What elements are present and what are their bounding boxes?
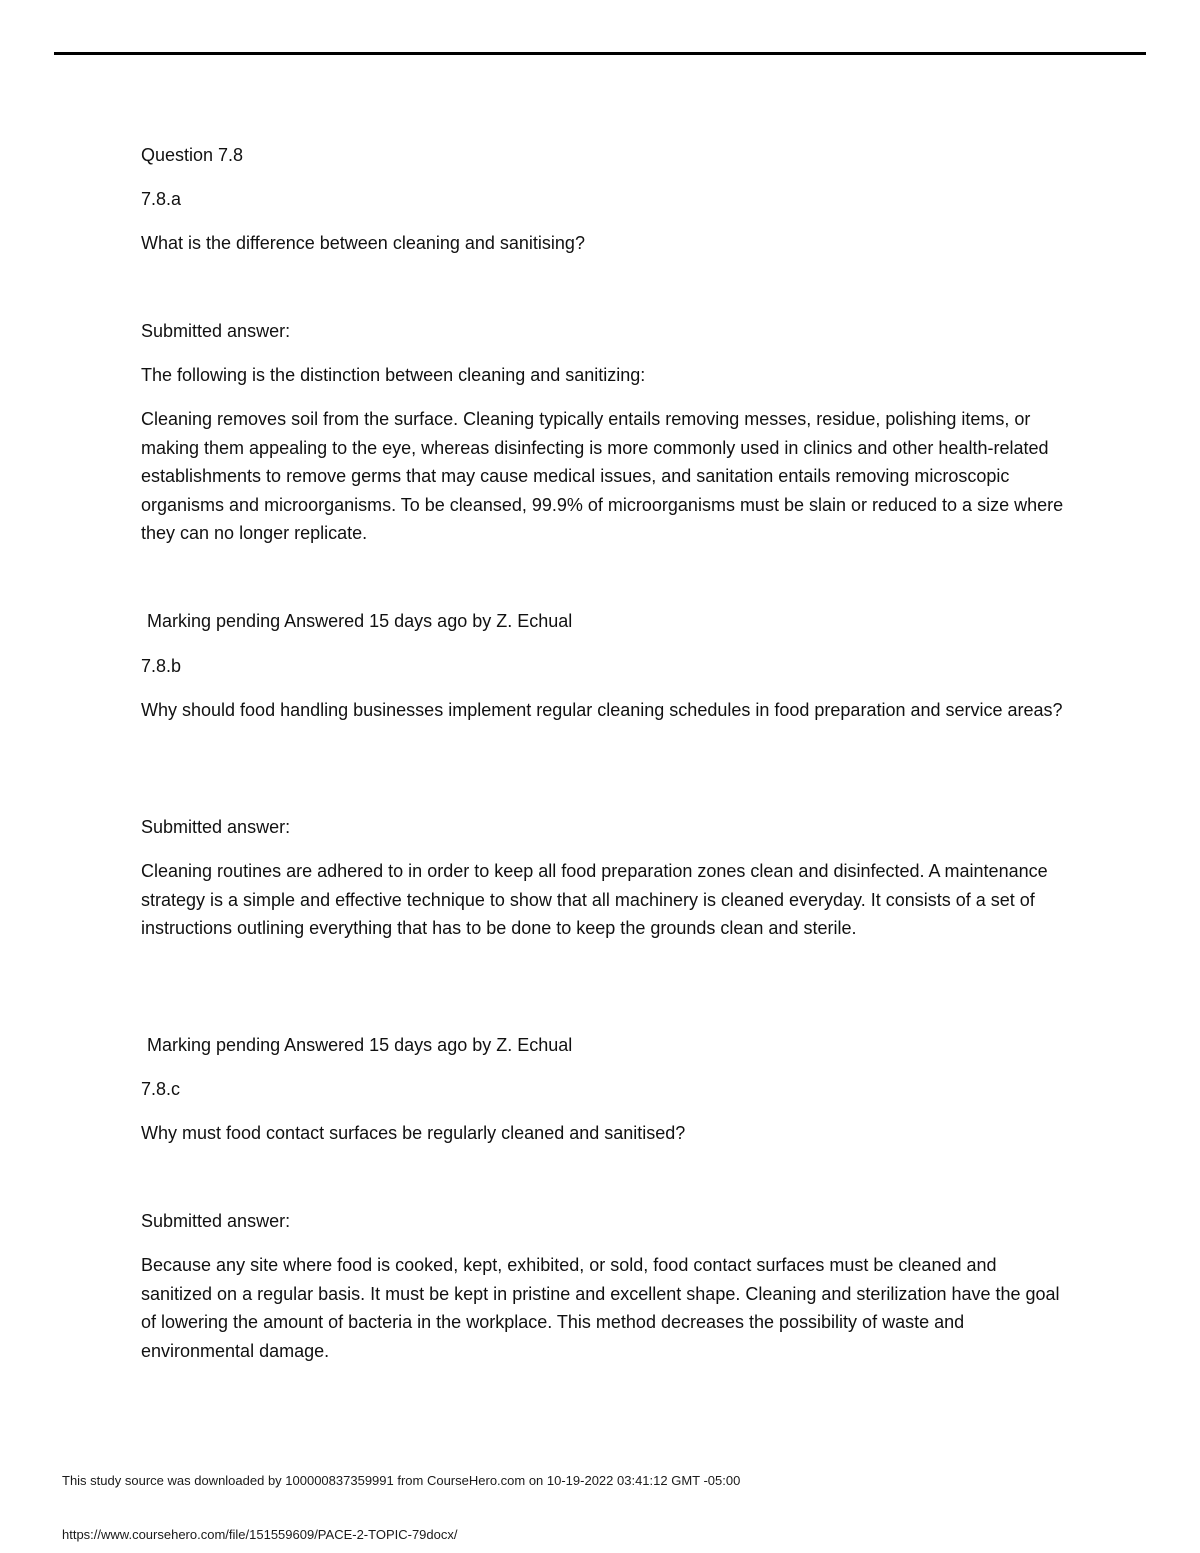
- marking-status-b: Marking pending Answered 15 days ago by Z. Echual: [147, 1035, 573, 1055]
- submitted-answer-label-c: Submitted answer:: [141, 1211, 291, 1231]
- download-source-note: This study source was downloaded by 100000837359991 from CourseHero.com on 10-19-2022 03:41:12 GMT -05:00: [62, 1473, 741, 1488]
- question-title: Question 7.8: [141, 145, 244, 165]
- answer-text-c: Because any site where food is cooked, kept, exhibited, or sold, food contact surfaces must be cleaned and sanitized on a regular basis. It must be kept in pristine and excellent shape. Cleaning and sterilization have the goal of lowering the amount of bacteria in the workplace. This method decreases the possibility of waste and environmental damage.: [141, 1255, 1060, 1361]
- part-question-a: What is the difference between cleaning and sanitising?: [141, 233, 585, 253]
- part-question-b: Why should food handling businesses implement regular cleaning schedules in food preparation and service areas?: [141, 700, 1063, 720]
- answer-text-a: Cleaning removes soil from the surface. Cleaning typically entails removing messes, residue, polishing items, or making them appealing to the eye, whereas disinfecting is more commonly used in clinics and other health-related establishments to remove germs that may cause medical issues, and sanitation entails removing microscopic organisms and microorganisms. To be cleansed, 99.9% of microorganisms must be slain or reduced to a size where they can no longer replicate.: [141, 409, 1064, 543]
- part-label-b: 7.8.b: [141, 656, 182, 676]
- part-label-c: 7.8.c: [141, 1079, 181, 1099]
- answer-text-b: Cleaning routines are adhered to in order to keep all food preparation zones clean and disinfected. A maintenance strategy is a simple and effective technique to show that all machinery is cleaned everyday. It consists of a set of instructions outlining everything that has to be done to keep the grounds clean and sterile.: [141, 861, 1048, 938]
- marking-status-a: Marking pending Answered 15 days ago by Z. Echual: [147, 611, 573, 631]
- part-label-a: 7.8.a: [141, 189, 182, 209]
- source-url[interactable]: https://www.coursehero.com/file/151559609/PACE-2-TOPIC-79docx/: [62, 1527, 458, 1542]
- submitted-answer-label-b: Submitted answer:: [141, 817, 291, 837]
- part-question-c: Why must food contact surfaces be regularly cleaned and sanitised?: [141, 1123, 686, 1143]
- top-divider: [54, 52, 1146, 55]
- submitted-answer-label-a: Submitted answer:: [141, 321, 291, 341]
- answer-intro-a: The following is the distinction between cleaning and sanitizing:: [141, 365, 646, 385]
